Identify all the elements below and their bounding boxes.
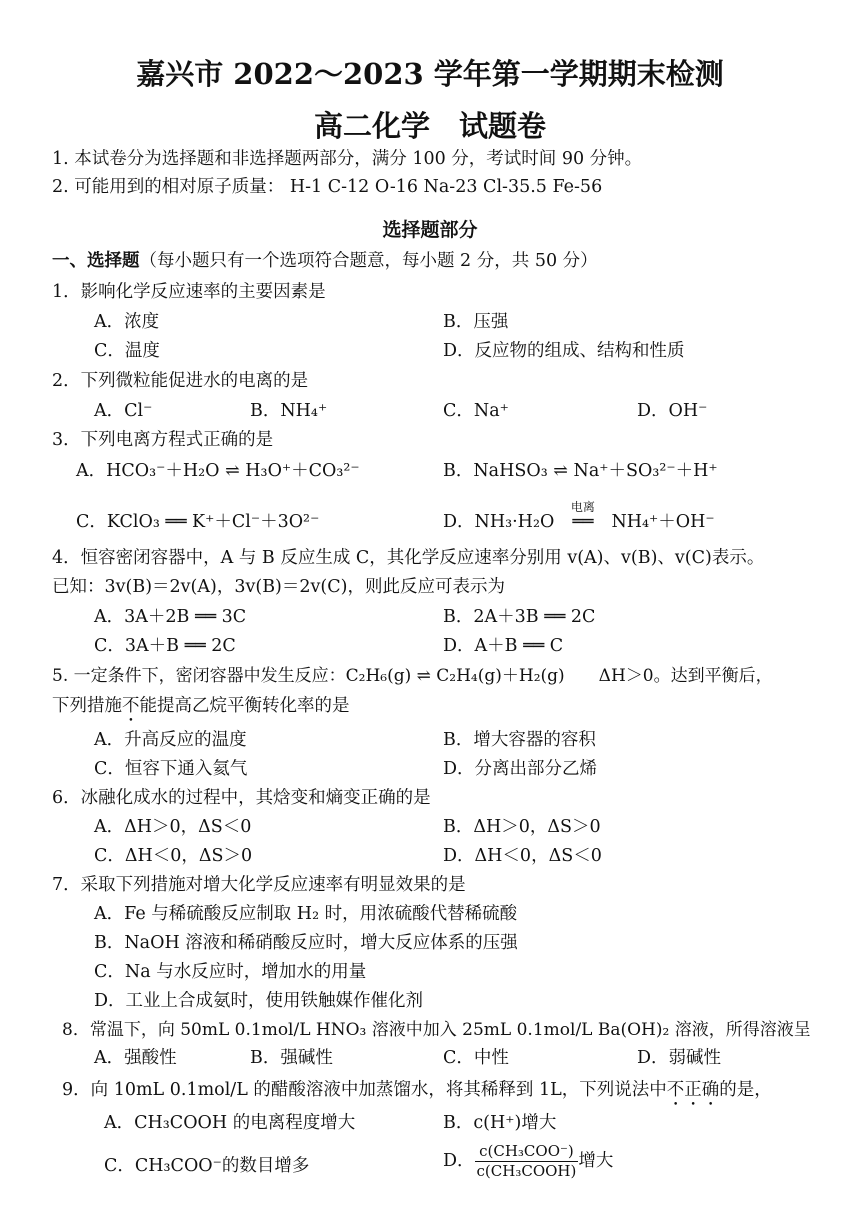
q9-option-c: C．CH₃COO⁻的数目增多	[104, 1156, 310, 1176]
q2-option-a: A．Cl⁻	[94, 401, 153, 421]
q6-option-a: A．ΔH＞0，ΔS＜0	[94, 817, 252, 837]
q8-option-c: C．中性	[443, 1048, 509, 1068]
section-title: 选择题部分	[382, 219, 478, 241]
q1-option-a: A．浓度	[94, 312, 160, 332]
note-2: 2. 可能用到的相对原子质量： H-1 C-12 O-16 Na-23 Cl-35.5 Fe-56	[52, 177, 603, 197]
q4-option-c: C．3A＋B ══ 2C	[94, 636, 236, 656]
q4-stem-1: 4．恒容密闭容器中，A 与 B 反应生成 C，其化学反应速率分别用 v(A)、v(B)、v(C)表示。	[52, 548, 765, 568]
part-heading	[52, 249, 598, 273]
ratio-denominator: c(CH₃COOH)	[476, 1162, 577, 1180]
q5-option-a: A．升高反应的温度	[94, 730, 247, 750]
q7-option-d: D．工业上合成氨时，使用铁触媒作催化剂	[94, 991, 424, 1011]
exam-subtitle: 高二化学 试题卷	[313, 109, 546, 143]
q3-option-d	[443, 500, 715, 534]
q2-stem: 2．下列微粒能促进水的电离的是	[52, 371, 309, 391]
q5-stem-2-post: 能提高乙烷平衡转化率的是	[139, 696, 350, 716]
q4-stem-2: 已知：3v(B)＝2v(A)，3v(B)＝2v(C)，则此反应可表示为	[52, 577, 505, 597]
q5-option-d: D．分离出部分乙烯	[443, 759, 598, 779]
q9-option-d-label: D．	[443, 1151, 475, 1171]
q8-option-a: A．强酸性	[94, 1048, 177, 1068]
q5-option-c: C．恒容下通入氦气	[94, 759, 248, 779]
q6-option-b: B．ΔH＞0，ΔS＞0	[443, 817, 601, 837]
q6-option-d: D．ΔH＜0，ΔS＜0	[443, 846, 602, 866]
concentration-ratio	[475, 1142, 579, 1181]
q3-option-a: A．HCO₃⁻＋H₂O ⇌ H₃O⁺＋CO₃²⁻	[76, 461, 360, 481]
q9-stem-post: 的是，	[719, 1080, 772, 1100]
ratio-numerator: c(CH₃COO⁻)	[475, 1142, 579, 1162]
q2-option-b: B．NH₄⁺	[250, 401, 328, 421]
q9-option-b: B．c(H⁺)增大	[443, 1113, 557, 1133]
q5-option-b: B．增大容器的容积	[443, 730, 596, 750]
ionization-arrow-label: 电离	[570, 500, 595, 514]
q9-option-a: A．CH₃COOH 的电离程度增大	[104, 1113, 356, 1133]
q9-option-d	[443, 1142, 613, 1181]
q6-option-c: C．ΔH＜0，ΔS＞0	[94, 846, 253, 866]
q5-stem-1: 5. 一定条件下，密闭容器中发生反应：C₂H₆(g) ⇌ C₂H₄(g)＋H₂(g) ΔH＞0。达到平衡后，	[52, 666, 773, 686]
q5-stem-2-pre: 下列措施	[52, 696, 122, 716]
exam-title: 嘉兴市 2022～2023 学年第一学期期末检测	[136, 57, 724, 91]
q4-option-a: A．3A＋2B ══ 3C	[94, 607, 247, 627]
q1-stem: 1．影响化学反应速率的主要因素是	[52, 282, 326, 302]
ionization-arrow: 电离 ══	[560, 510, 606, 534]
q3-option-d-rhs: NH₄⁺＋OH⁻	[611, 512, 715, 532]
q4-option-b: B．2A＋3B ══ 2C	[443, 607, 596, 627]
note-1: 1. 本试卷分为选择题和非选择题两部分，满分 100 分，考试时间 90 分钟。	[52, 149, 643, 169]
q8-option-b: B．强碱性	[250, 1048, 333, 1068]
part-heading-label: 一、选择题	[52, 251, 140, 271]
q5-emphasis: 不	[122, 696, 140, 716]
q9-stem	[62, 1078, 772, 1110]
q2-option-c: C．Na⁺	[443, 401, 509, 421]
q6-stem: 6．冰融化成水的过程中，其焓变和熵变正确的是	[52, 788, 431, 808]
q8-stem: 8．常温下，向 50mL 0.1mol/L HNO₃ 溶液中加入 25mL 0.1mol/L Ba(OH)₂ 溶液，所得溶液呈	[62, 1020, 811, 1040]
q7-option-b: B．NaOH 溶液和稀硝酸反应时，增大反应体系的压强	[94, 933, 518, 953]
part-heading-desc: （每小题只有一个选项符合题意，每小题 2 分，共 50 分）	[139, 251, 598, 271]
q8-option-d: D．弱碱性	[637, 1048, 722, 1068]
q1-option-b: B．压强	[443, 312, 509, 332]
q3-stem: 3．下列电离方程式正确的是	[52, 430, 274, 450]
q5-stem-2	[52, 694, 350, 726]
q7-option-a: A．Fe 与稀硫酸反应制取 H₂ 时，用浓硫酸代替稀硫酸	[94, 904, 518, 924]
q9-emphasis: 不正确	[666, 1080, 720, 1100]
q2-option-d: D．OH⁻	[637, 401, 708, 421]
q1-option-c: C．温度	[94, 341, 160, 361]
q7-stem: 7．采取下列措施对增大化学反应速率有明显效果的是	[52, 875, 466, 895]
q4-option-d: D．A＋B ══ C	[443, 636, 564, 656]
q7-option-c: C．Na 与水反应时，增加水的用量	[94, 962, 367, 982]
q9-stem-pre: 9．向 10mL 0.1mol/L 的醋酸溶液中加蒸馏水，将其稀释到 1L，下列说法中	[62, 1080, 667, 1100]
q3-option-c: C．KClO₃ ══ K⁺＋Cl⁻＋3O²⁻	[76, 512, 320, 532]
q9-option-d-suffix: 增大	[578, 1151, 614, 1171]
q1-option-d: D．反应物的组成、结构和性质	[443, 341, 685, 361]
q3-option-b: B．NaHSO₃ ⇌ Na⁺＋SO₃²⁻＋H⁺	[443, 461, 718, 481]
q3-option-d-lhs: D．NH₃·H₂O	[443, 512, 555, 532]
